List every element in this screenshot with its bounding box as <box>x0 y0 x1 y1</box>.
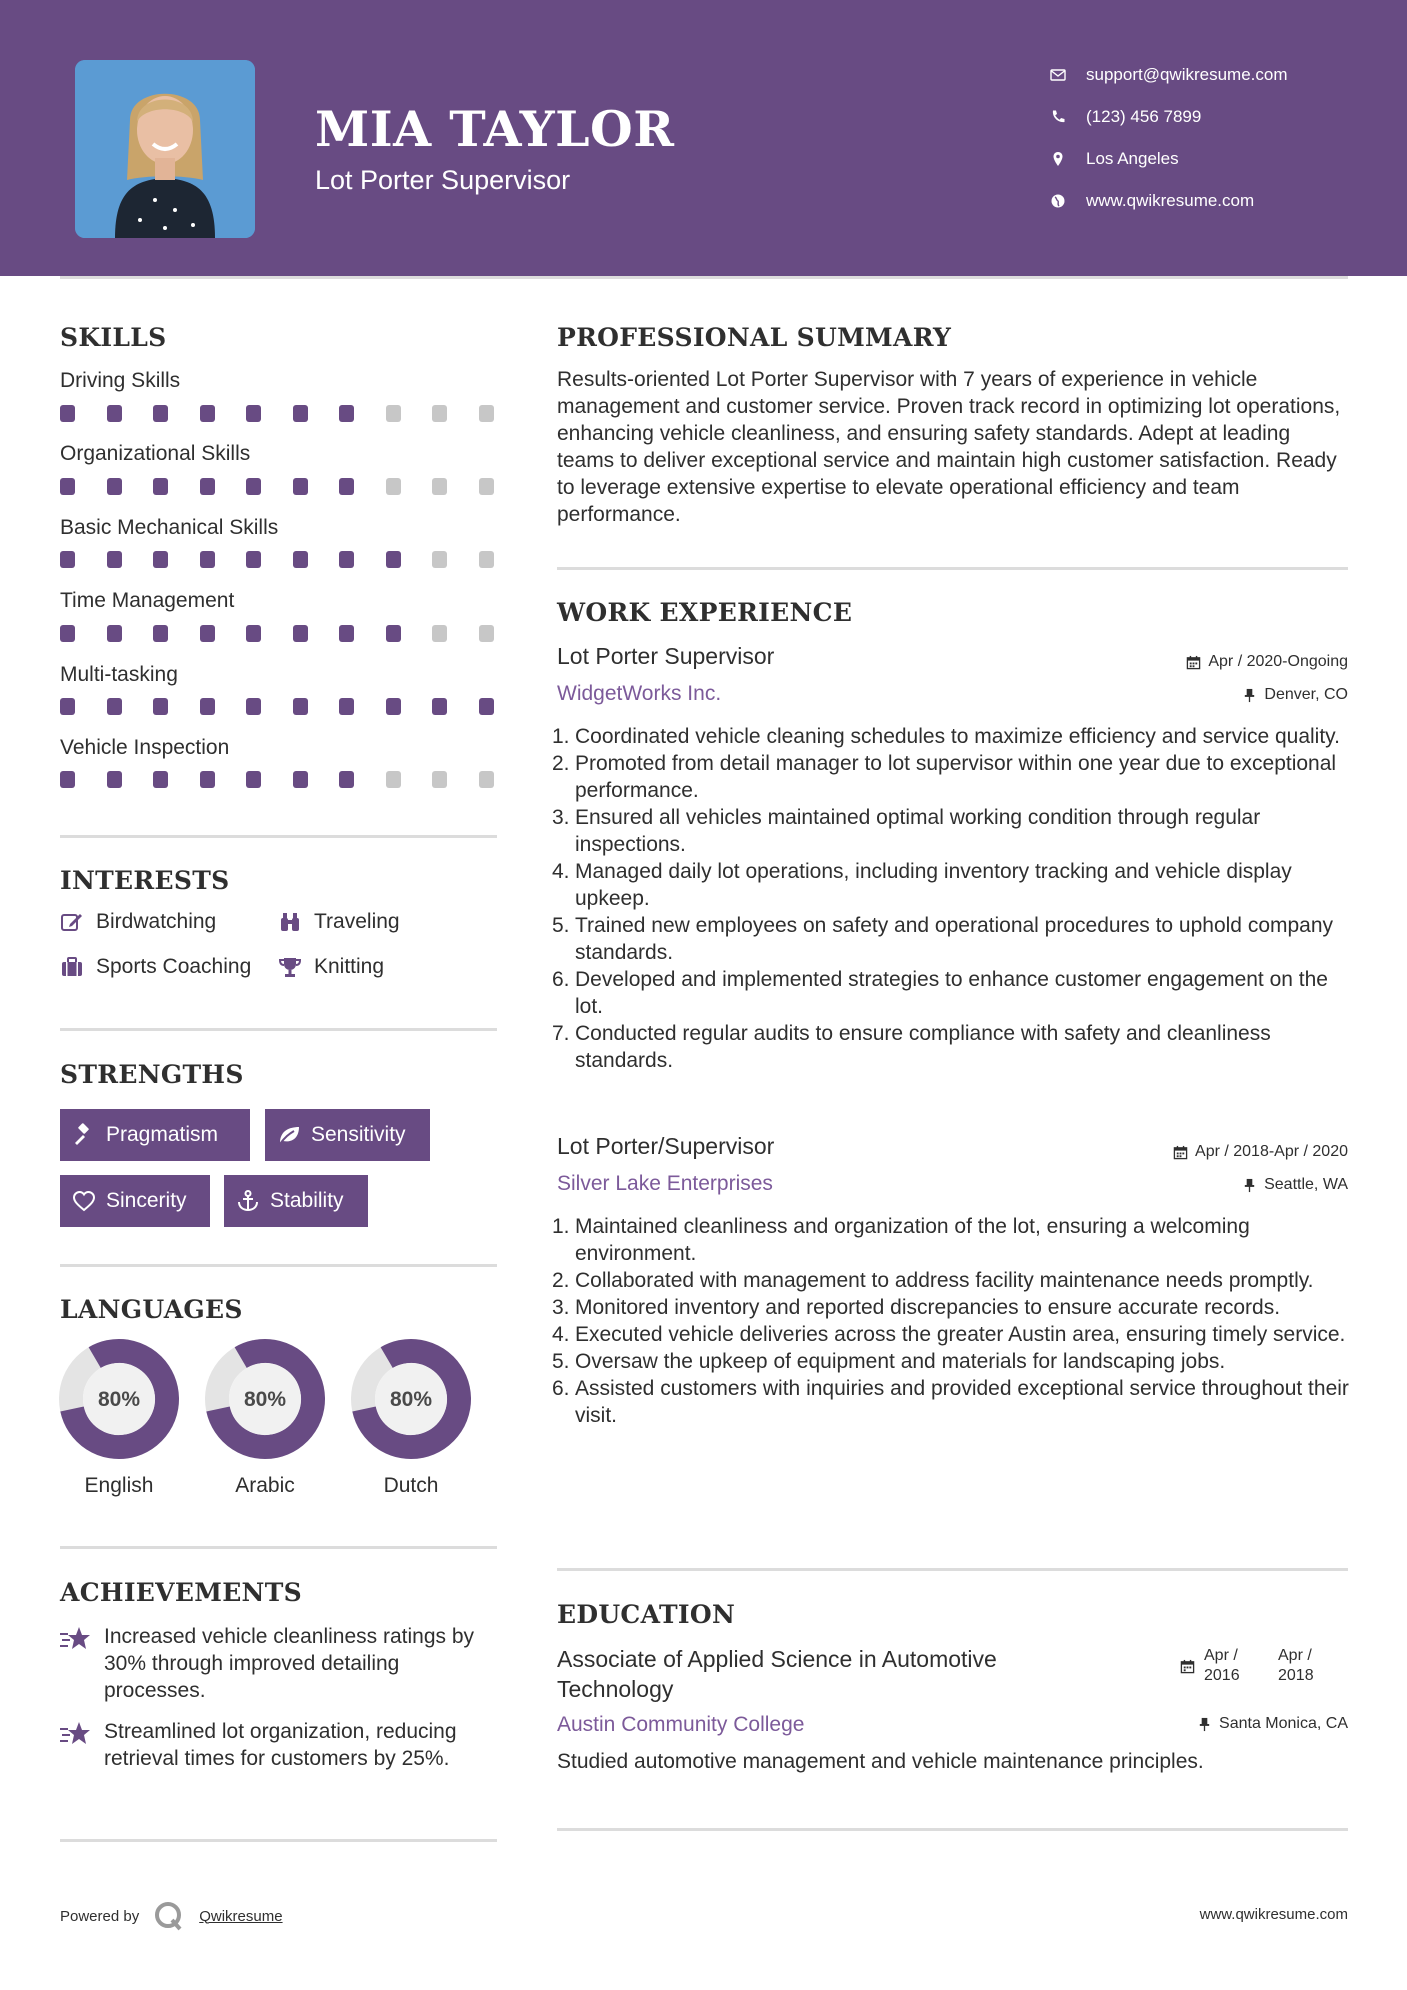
binoculars-icon <box>278 910 302 934</box>
strength-badge: Sincerity <box>60 1175 210 1227</box>
contact-website[interactable] <box>1050 180 1390 222</box>
skill-rating-dot <box>200 625 215 642</box>
job-title: Lot Porter/Supervisor <box>557 1133 775 1159</box>
language-item <box>204 1338 326 1498</box>
phone-icon <box>1050 109 1066 125</box>
pushpin-icon <box>1197 1717 1212 1732</box>
interest-item: Traveling <box>278 910 400 934</box>
interest-item: Knitting <box>278 955 384 979</box>
skills-list <box>60 364 500 804</box>
contact-website-text: www.qwikresume.com <box>1086 191 1255 210</box>
skill-item <box>60 511 500 584</box>
job-bullet: 1. Coordinated vehicle cleaning schedules to maximize efficiency and service quality. <box>552 725 1340 748</box>
strengths-divider <box>60 1264 497 1267</box>
skill-rating-dot <box>153 478 168 495</box>
skill-rating-dot <box>107 698 122 715</box>
skill-rating-dot <box>246 478 261 495</box>
skill-rating-dot <box>479 551 494 568</box>
globe-icon <box>1050 193 1066 209</box>
pushpin-icon <box>1242 1178 1257 1193</box>
calendar-icon <box>1180 1659 1195 1674</box>
job-bullet: 6. Assisted customers with inquiries and provided exceptional service throughout their visit. <box>552 1377 1349 1427</box>
skill-rating-dot <box>339 405 354 422</box>
skill-rating-dot <box>339 771 354 788</box>
education-date-start: Apr / 2016 <box>1204 1647 1240 1684</box>
education-title: EDUCATION <box>557 1600 736 1629</box>
skill-rating-dot <box>386 625 401 642</box>
job-bullet: 4. Managed daily lot operations, including inventory tracking and vehicle display upkeep. <box>552 860 1292 910</box>
candidate-name: MIA TAYLOR <box>315 100 675 158</box>
calendar-icon <box>1186 655 1201 670</box>
contact-list <box>1050 54 1390 222</box>
experience-divider <box>557 1568 1348 1571</box>
footer-url[interactable]: www.qwikresume.com <box>1199 1906 1348 1923</box>
footer-powered-by: Powered by Qwikresume <box>60 1900 283 1932</box>
skill-rating-dot <box>339 478 354 495</box>
skill-rating-dot <box>246 625 261 642</box>
briefcase-icon <box>60 955 84 979</box>
interests-divider <box>60 1028 497 1031</box>
language-item <box>58 1338 180 1498</box>
skill-rating-dot <box>200 405 215 422</box>
contact-location-text: Los Angeles <box>1086 149 1179 168</box>
skill-item <box>60 658 500 731</box>
profile-photo <box>75 60 255 238</box>
strength-badge: Sensitivity <box>265 1109 430 1161</box>
education-date-end: Apr / 2018 <box>1278 1647 1314 1684</box>
skill-rating-dot <box>386 771 401 788</box>
interest-item: Sports Coaching <box>60 955 251 979</box>
calendar-icon <box>1173 1145 1188 1160</box>
language-donut <box>204 1338 326 1460</box>
skill-rating <box>60 545 500 575</box>
pushpin-icon <box>1242 688 1257 703</box>
job-bullet: 5. Oversaw the upkeep of equipment and materials for landscaping jobs. <box>552 1350 1226 1373</box>
skill-rating-dot <box>246 771 261 788</box>
job-bullet: 2. Collaborated with management to address facility maintenance needs promptly. <box>552 1269 1314 1292</box>
contact-location <box>1050 138 1390 180</box>
job-location: Denver, CO <box>1242 686 1348 704</box>
contact-phone[interactable] <box>1050 96 1390 138</box>
skill-rating-dot <box>246 551 261 568</box>
job-title: Lot Porter Supervisor <box>557 643 775 669</box>
job-bullet: 1. Maintained cleanliness and organization of the lot, ensuring a welcoming environment. <box>552 1215 1250 1265</box>
strengths-title: STRENGTHS <box>60 1060 244 1089</box>
skill-name: Organizational Skills <box>60 442 251 466</box>
skill-rating-dot <box>200 698 215 715</box>
skill-name: Vehicle Inspection <box>60 735 230 759</box>
language-donut <box>350 1338 472 1460</box>
skill-rating-dot <box>339 698 354 715</box>
skill-rating-dot <box>339 625 354 642</box>
skill-rating-dot <box>60 771 75 788</box>
skill-rating <box>60 618 500 648</box>
education-description: Studied automotive management and vehicle maintenance principles. <box>557 1750 1204 1773</box>
skill-rating-dot <box>107 771 122 788</box>
interests-title: INTERESTS <box>60 866 230 895</box>
skill-rating-dot <box>432 551 447 568</box>
skill-rating-dot <box>293 478 308 495</box>
summary-text: Results-oriented Lot Porter Supervisor with 7 years of experience in vehicle management and customer service. Proven track record in optimizing lot operations, enhancing vehicle cleanliness, and ensuring safety standards. Adept at leading teams to deliver exceptional service and maintain high customer satisfaction. Ready to leverage extensive expertise to elevate operational efficiency and team performance. <box>557 368 1341 526</box>
skill-rating-dot <box>107 625 122 642</box>
job-bullets <box>552 723 1357 1074</box>
heart-icon <box>72 1189 96 1213</box>
job-bullet: 3. Monitored inventory and reported discrepancies to ensure accurate records. <box>552 1296 1281 1319</box>
skill-rating-dot <box>432 698 447 715</box>
strength-badge: Stability <box>224 1175 368 1227</box>
summary-divider <box>557 567 1348 570</box>
resume-header <box>0 0 1407 276</box>
leaf-icon <box>277 1123 301 1147</box>
education-location: Santa Monica, CA <box>1197 1715 1348 1733</box>
header-divider <box>60 276 1348 279</box>
skill-rating-dot <box>60 478 75 495</box>
skill-rating-dot <box>432 771 447 788</box>
skill-item <box>60 731 500 804</box>
interest-item: Birdwatching <box>60 910 216 934</box>
candidate-role: Lot Porter Supervisor <box>315 165 571 195</box>
skill-rating-dot <box>153 698 168 715</box>
skill-rating-dot <box>432 625 447 642</box>
skill-rating-dot <box>153 625 168 642</box>
skill-name: Basic Mechanical Skills <box>60 515 279 539</box>
job-bullet: 3. Ensured all vehicles maintained optimal working condition through regular inspections. <box>552 806 1261 856</box>
language-donut <box>58 1338 180 1460</box>
skill-rating-dot <box>293 698 308 715</box>
skill-rating-dot <box>107 478 122 495</box>
job-bullet: 5. Trained new employees on safety and operational procedures to uphold company standards. <box>552 914 1334 964</box>
skills-title: SKILLS <box>60 323 167 352</box>
achievement-item: Streamlined lot organization, reducing retrieval times for customers by 25%. <box>60 1718 500 1772</box>
skill-rating-dot <box>432 405 447 422</box>
job-location: Seattle, WA <box>1242 1176 1348 1194</box>
trophy-icon <box>278 955 302 979</box>
skill-rating-dot <box>386 405 401 422</box>
job-bullet: 7. Conducted regular audits to ensure compliance with safety and cleanliness standards. <box>552 1022 1271 1072</box>
skill-rating-dot <box>293 625 308 642</box>
footer-brand-link[interactable]: Qwikresume <box>199 1907 283 1925</box>
gavel-icon <box>72 1123 96 1147</box>
envelope-icon <box>1050 67 1066 83</box>
experience-title: WORK EXPERIENCE <box>557 598 853 627</box>
skill-rating <box>60 471 500 501</box>
skill-rating-dot <box>386 551 401 568</box>
job-company: WidgetWorks Inc. <box>557 682 722 705</box>
skill-rating-dot <box>293 405 308 422</box>
pencil-square-icon <box>60 910 84 934</box>
skill-rating-dot <box>107 551 122 568</box>
skill-rating-dot <box>60 698 75 715</box>
skill-rating-dot <box>386 698 401 715</box>
strength-badge: Pragmatism <box>60 1109 250 1161</box>
star-icon <box>60 1720 92 1748</box>
skill-rating <box>60 765 500 795</box>
languages-title: LANGUAGES <box>60 1295 243 1324</box>
skill-rating-dot <box>479 771 494 788</box>
job-date: Apr / 2018-Apr / 2020 <box>1173 1143 1348 1161</box>
contact-email[interactable] <box>1050 54 1390 96</box>
skill-rating-dot <box>107 405 122 422</box>
skill-rating-dot <box>153 771 168 788</box>
skill-rating-dot <box>432 478 447 495</box>
skill-item <box>60 437 500 510</box>
achievement-item: Increased vehicle cleanliness ratings by 30% through improved detailing processes. <box>60 1623 500 1704</box>
job-bullets <box>552 1213 1357 1429</box>
skill-rating-dot <box>200 478 215 495</box>
skill-rating-dot <box>60 405 75 422</box>
skill-rating-dot <box>479 405 494 422</box>
skill-rating-dot <box>200 551 215 568</box>
language-name: English <box>84 1474 154 1497</box>
skill-rating-dot <box>293 551 308 568</box>
job-bullet: 2. Promoted from detail manager to lot supervisor within one year due to exceptional performance. <box>552 752 1337 802</box>
skill-rating-dot <box>339 551 354 568</box>
skill-rating-dot <box>200 771 215 788</box>
skill-rating-dot <box>246 405 261 422</box>
skill-rating <box>60 692 500 722</box>
language-percent: 80% <box>243 1388 287 1411</box>
skill-rating-dot <box>153 551 168 568</box>
skill-name: Time Management <box>60 589 235 613</box>
summary-title: PROFESSIONAL SUMMARY <box>557 323 952 352</box>
skill-rating-dot <box>479 698 494 715</box>
language-percent: 80% <box>389 1388 433 1411</box>
anchor-icon <box>236 1189 260 1213</box>
contact-phone-text: (123) 456 7899 <box>1086 107 1202 126</box>
skill-rating-dot <box>60 625 75 642</box>
language-percent: 80% <box>97 1388 141 1411</box>
qwikresume-logo-icon <box>153 1900 185 1932</box>
education-school: Austin Community College <box>557 1713 805 1736</box>
education-divider <box>557 1828 1348 1831</box>
skills-divider <box>60 835 497 838</box>
skill-name: Driving Skills <box>60 369 181 392</box>
language-name: Dutch <box>383 1474 439 1497</box>
achievements-divider <box>60 1839 497 1842</box>
job-date: Apr / 2020-Ongoing <box>1186 653 1348 671</box>
education-degree: Associate of Applied Science in Automotive Technology <box>557 1646 997 1702</box>
language-item <box>350 1338 472 1498</box>
languages-divider <box>60 1546 497 1549</box>
job-company: Silver Lake Enterprises <box>557 1172 773 1195</box>
skill-rating-dot <box>479 625 494 642</box>
skill-item <box>60 364 500 437</box>
location-pin-icon <box>1050 151 1066 167</box>
skill-rating-dot <box>293 771 308 788</box>
skill-rating-dot <box>153 405 168 422</box>
skill-rating-dot <box>386 478 401 495</box>
skill-rating <box>60 398 500 428</box>
contact-email-text: support@qwikresume.com <box>1086 65 1288 84</box>
skill-rating-dot <box>246 698 261 715</box>
skill-rating-dot <box>60 551 75 568</box>
language-name: Arabic <box>235 1474 295 1497</box>
skill-name: Multi-tasking <box>60 662 178 686</box>
star-icon <box>60 1625 92 1653</box>
skill-rating-dot <box>479 478 494 495</box>
job-bullet: 4. Executed vehicle deliveries across the greater Austin area, ensuring timely service. <box>552 1323 1346 1346</box>
job-bullet: 6. Developed and implemented strategies to enhance customer engagement on the lot. <box>552 968 1328 1018</box>
skill-item <box>60 584 500 657</box>
achievements-title: ACHIEVEMENTS <box>60 1578 302 1607</box>
